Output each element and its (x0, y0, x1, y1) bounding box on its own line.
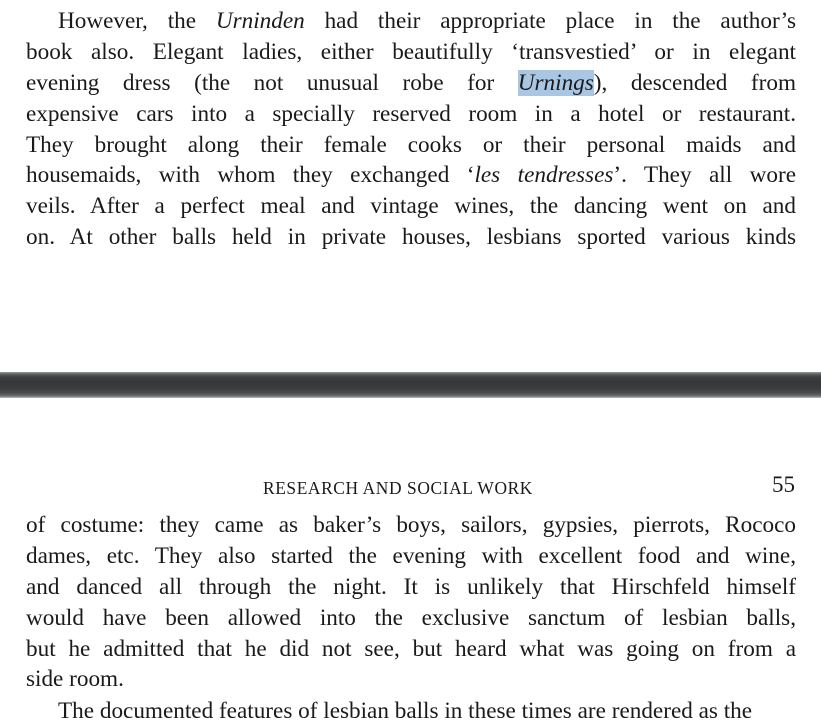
text-line: side room. (26, 666, 124, 693)
italic-term: Urninden (215, 8, 305, 34)
text-line: housemaids, with whom they exchanged ‘les tendresses’. They all wore (26, 162, 796, 189)
text-line: They brought along their female cooks or their personal maids and (26, 131, 796, 158)
page-number: 55 (772, 472, 795, 497)
text-line: but he admitted that he did not see, but heard what was going on from a (26, 635, 796, 662)
text-line: evening dress (the not unusual robe for Urnings), descended from (26, 69, 796, 96)
text-line: on. At other balls held in private houses, lesbians sported various kinds (26, 224, 796, 251)
text-line: would have been allowed into the exclusive sanctum of lesbian balls, (26, 604, 796, 631)
text-line: dames, etc. They also started the evening with excellent food and wine, (26, 542, 796, 569)
text-line: book also. Elegant ladies, either beautifully ‘transvestied’ or in elegant (26, 38, 796, 65)
page-divider-bar (0, 372, 821, 398)
running-head: RESEARCH AND SOCIAL WORK (263, 478, 533, 498)
text-line: of costume: they came as baker’s boys, sailors, gypsies, pierrots, Rococo (26, 512, 796, 538)
lower-paragraph (26, 510, 796, 695)
cropped-text-line: The documented features of lesbian balls in these times are rendered as the (58, 698, 753, 724)
upper-paragraph (26, 6, 796, 253)
italic-term: les tendresses (474, 162, 614, 189)
text-line: expensive cars into a specially reserved room in a hotel or restaurant. (26, 100, 796, 127)
text-line: and danced all through the night. It is unlikely that Hirschfeld himself (26, 573, 796, 600)
lower-page (0, 398, 821, 724)
text-line: veils. After a perfect meal and vintage wines, the dancing went on and (26, 193, 796, 220)
highlighted-selection[interactable]: Urnings (517, 69, 594, 96)
text-line: However, the Urninden had their appropriate place in the author’s (58, 8, 796, 34)
